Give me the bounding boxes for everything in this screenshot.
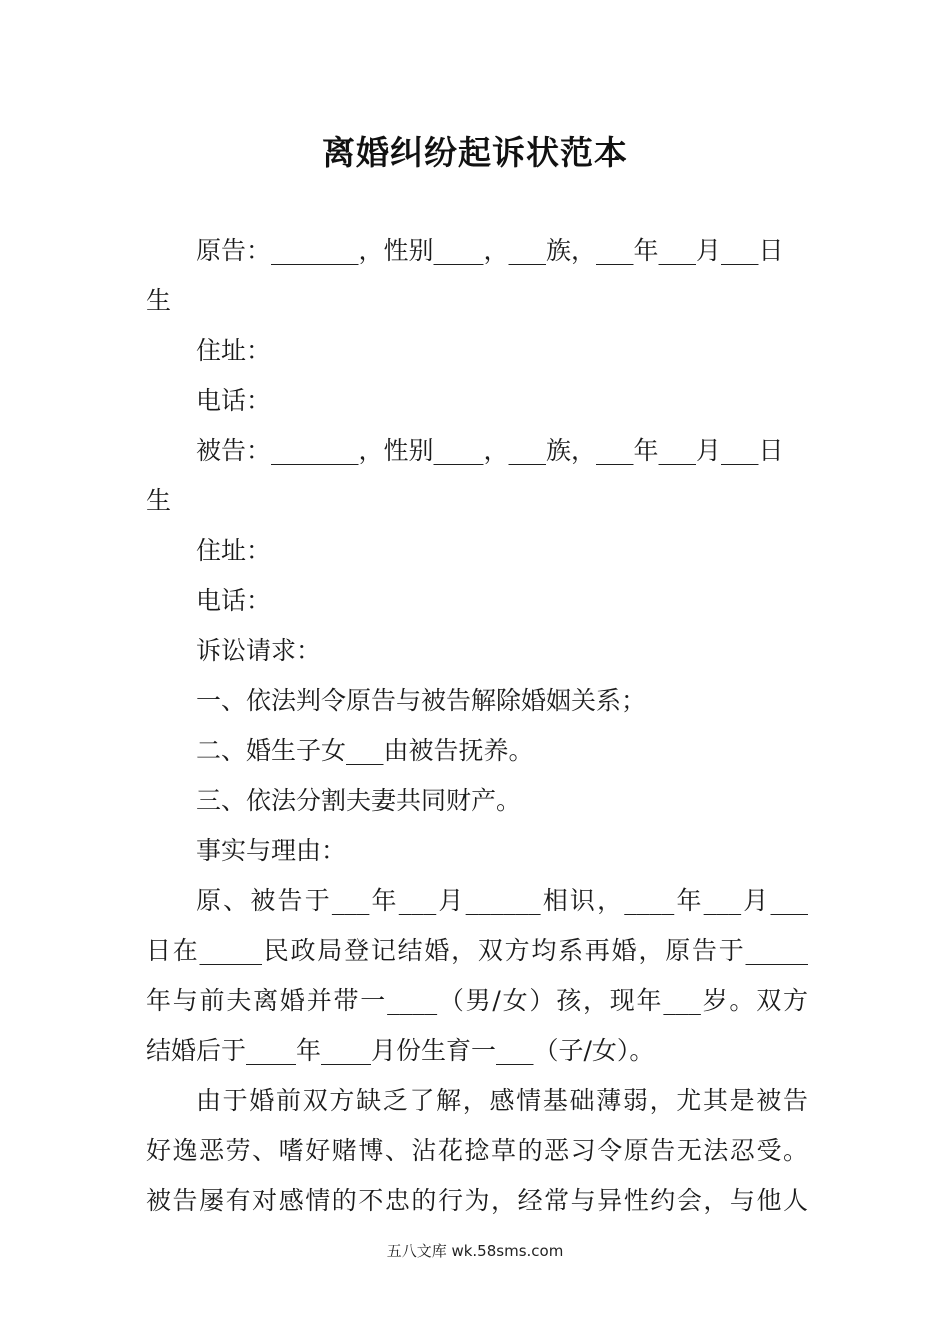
plaintiff-phone: 电话： xyxy=(196,386,272,415)
defendant-address: 住址： xyxy=(196,536,272,565)
claim-item: 二、婚生子女___由被告抚养。 xyxy=(196,736,534,765)
paragraph-line: 日在_____民政局登记结婚，双方均系再婚，原告于_____ xyxy=(146,936,808,965)
claim-item: 一、依法判令原告与被告解除婚姻关系； xyxy=(196,686,647,715)
defendant-info-line: 被告：_______，性别____，___族，___年___月___日 xyxy=(196,436,784,465)
facts-heading: 事实与理由： xyxy=(196,836,347,865)
plaintiff-info-continuation: 生 xyxy=(146,286,172,315)
plaintiff-info-line: 原告：_______，性别____，___族，___年___月___日 xyxy=(196,236,784,265)
document-body xyxy=(146,226,808,1226)
paragraph-line: 年与前夫离婚并带一____（男/女）孩，现年___岁。双方 xyxy=(146,986,808,1015)
paragraph-line: 由于婚前双方缺乏了解，感情基础薄弱，尤其是被告 xyxy=(196,1086,808,1115)
footer-watermark: 五八文库 wk.58sms.com xyxy=(386,1242,564,1260)
defendant-phone: 电话： xyxy=(196,586,272,615)
document-title: 离婚纠纷起诉状范本 xyxy=(322,133,628,172)
paragraph-line: 好逸恶劳、嗜好赌博、沾花捻草的恶习令原告无法忍受。 xyxy=(146,1136,808,1165)
paragraph-line: 结婚后于____年____月份生育一___（子/女）。 xyxy=(146,1036,655,1065)
paragraph-line: 被告屡有对感情的不忠的行为，经常与异性约会，与他人 xyxy=(146,1186,808,1215)
defendant-info-continuation: 生 xyxy=(146,486,172,515)
claims-heading: 诉讼请求： xyxy=(196,636,322,665)
paragraph-line: 原、被告于___年___月______相识，____年___月___ xyxy=(196,886,808,915)
facts-paragraph-1 xyxy=(146,876,808,1076)
plaintiff-address: 住址： xyxy=(196,336,272,365)
claim-item: 三、依法分割夫妻共同财产。 xyxy=(196,786,522,815)
facts-paragraph-2 xyxy=(146,1076,808,1226)
